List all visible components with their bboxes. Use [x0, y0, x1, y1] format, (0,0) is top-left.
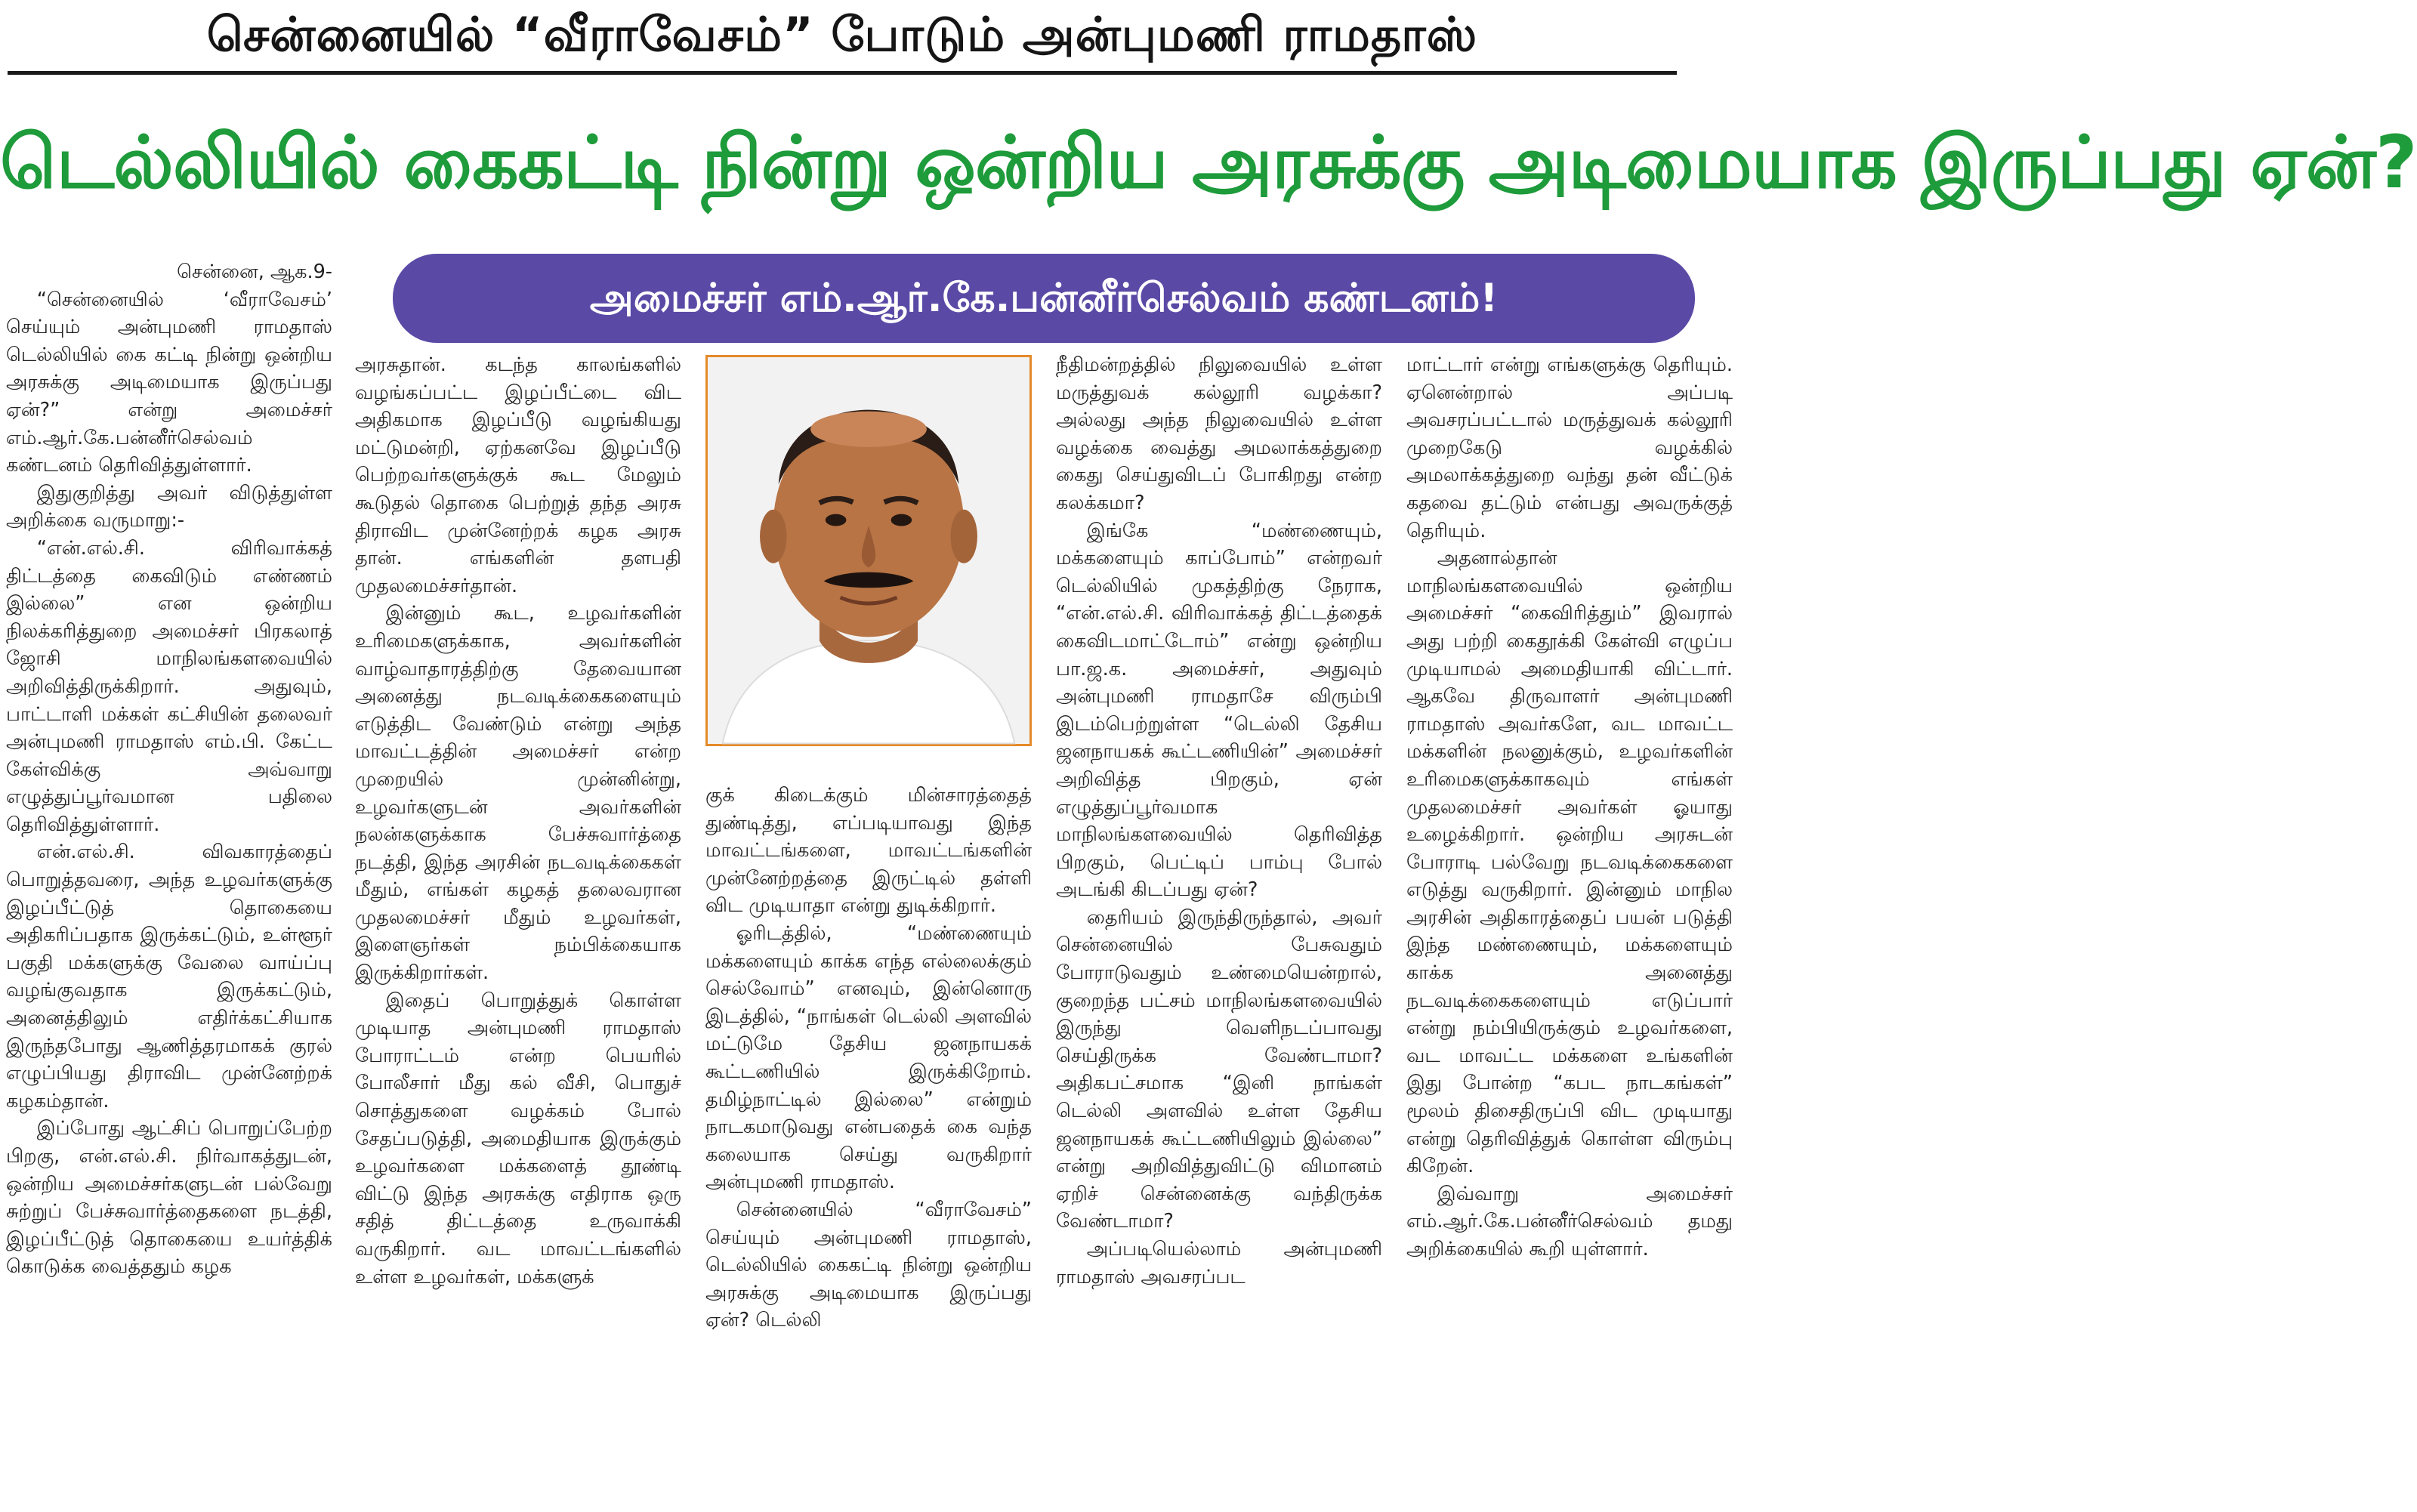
paragraph: அதனால்தான் மாநிலங்களவையில் ஒன்றிய அமைச்சர் “கைவிரித்தும்” இவரால் அது பற்றி கைதூக்கி கேள்வி எழுப்ப முடியாமல் அமைதியாகி விட்டார். ஆகவே திருவாளர் அன்புமணி ராமதாஸ் அவர்களே, வட மாவட்ட மக்களின் நலனுக்கும், உழவர்களின் உரிமைகளுக்காகவும் எங்கள் முதலமைச்சர் அவர்கள் ஓயாது உழைக்கிறார். ஒன்றிய அரசுடன் போராடி பல்வேறு நடவடிக்கைகளை எடுத்து வருகிறார். இன்னும் மாநில அரசின் அதிகாரத்தைப் பயன் படுத்தி இந்த மண்ணையும், மக்களையும் காக்க அனைத்து நடவடிக்கைகளையும் எடுப்பார் என்று நம்பியிருக்கும் உழவர்களை, வட மாவட்ட மக்களை உங்களின் இது போன்ற “கபட நாடகங்கள்” மூலம் திசைதிருப்பி விட முடியாது என்று தெரிவித்துக் கொள்ள விரும்பு கிறேன்.	[1406, 547, 1733, 1178]
dateline: சென்னை, ஆக.9-	[177, 261, 332, 283]
article-column-1	[6, 258, 332, 1506]
article-column-2	[355, 351, 681, 1507]
paragraph: இதைப் பொறுத்துக் கொள்ள முடியாத அன்புமணி ராமதாஸ் போராட்டம் என்ற பெயரில் போலீசார் மீது கல் வீசி, பொதுச் சொத்துகளை வழக்கம் போல் சேதப்படுத்தி, அமைதியாக இருக்கும் உழவர்களை மக்களைத் தூண்டி விட்டு இந்த அரசுக்கு எதிராக ஒரு சதித் திட்டத்தை உருவாக்கி வருகிறார். வட மாவட்டங்களில் உள்ள உழவர்கள், மக்களுக்	[355, 989, 681, 1288]
article-column-5	[1406, 351, 1733, 1507]
paragraph: இவ்வாறு அமைச்சர் எம்.ஆர்.கே.பன்னீர்செல்வம் தமது அறிக்கையில் கூறி யுள்ளார்.	[1406, 1182, 1733, 1261]
paragraph: குக் கிடைக்கும் மின்சாரத்தைத் துண்டித்து, எப்படியாவது இந்த மாவட்டங்களை, மாவட்டங்களின் முன்னேற்றத்தை இருட்டில் தள்ளி விட முடியாதா என்று துடிக்கிறார்.	[705, 784, 1032, 918]
subhead-banner	[393, 254, 1695, 343]
main-headline: டெல்லியில் கைகட்டி நின்று ஒன்றிய அரசுக்கு அடிமையாக இருப்பது ஏன்?	[0, 120, 2417, 205]
portrait-illustration	[708, 357, 1029, 744]
paragraph: ஓரிடத்தில், “மண்ணையும் மக்களையும் காக்க எந்த எல்லைக்கும் செல்வோம்” எனவும், இன்னொரு இடத்தில், “நாங்கள் டெல்லி அளவில் மட்டுமே தேசிய ஜனநாயகக் கூட்டணியில் இருக்கிறோம். தமிழ்நாட்டில் இல்லை” என்றும் நாடகமாடுவது என்பதைக் கை வந்த கலையாக செய்து வருகிறார் அன்புமணி ராமதாஸ்.	[705, 921, 1032, 1194]
paragraph: தைரியம் இருந்திருந்தால், அவர் சென்னையில் பேசுவதும் போராடுவதும் உண்மையென்றால், குறைந்த பட்சம் மாநிலங்களவையில் இருந்து வெளிநடப்பாவது செய்திருக்க வேண்டாமா? அதிகபட்சமாக “இனி நாங்கள் டெல்லி அளவில் உள்ள தேசிய ஜனநாயகக் கூட்டணியிலும் இல்லை” என்று அறிவித்துவிட்டு விமானம் ஏறிச் சென்னைக்கு வந்திருக்க வேண்டாமா?	[1056, 906, 1382, 1233]
paragraph: என்.எல்.சி. விவகாரத்தைப் பொறுத்தவரை, அந்த உழவர்களுக்கு இழப்பீட்டுத் தொகையை அதிகரிப்பதாக இருக்கட்டும், உள்ளூர் பகுதி மக்களுக்கு வேலை வாய்ப்பு வழங்குவதாக இருக்கட்டும், அனைத்திலும் எதிர்க்கட்சியாக இருந்தபோது ஆணித்தரமாகக் குரல் எழுப்பியது திராவிட முன்னேற்றக் கழகம்தான்.	[6, 841, 332, 1112]
paragraph: இன்னும் கூட, உழவர்களின் உரிமைகளுக்காக, அவர்களின் வாழ்வாதாரத்திற்கு தேவையான அனைத்து நடவடிக்கைகளையும் எடுத்திட வேண்டும் என்று அந்த மாவட்டத்தின் அமைச்சர் என்ற முறையில் முன்னின்று, உழவர்களுடன் அவர்களின் நலன்களுக்காக பேச்சுவார்த்தை நடத்தி, இந்த அரசின் நடவடிக்கைகள் மீதும், எங்கள் கழகத் தலைவரான முதலமைச்சர் மீதும் உழவர்கள், இளைஞர்கள் நம்பிக்கையாக இருக்கிறார்கள்.	[355, 602, 681, 985]
article-column-4	[1056, 351, 1382, 1507]
paragraph: அப்படியெல்லாம் அன்புமணி ராமதாஸ் அவசரப்பட	[1056, 1238, 1382, 1288]
paragraph: சென்னையில் “வீராவேசம்” செய்யும் அன்புமணி ராமதாஸ், டெல்லியில் கைகட்டி நின்று ஒன்றிய அரசுக்கு அடிமையாக இருப்பது ஏன்? டெல்லி	[705, 1198, 1032, 1332]
subhead-text: அமைச்சர் எம்.ஆர்.கே.பன்னீர்செல்வம் கண்டனம்!	[589, 276, 1499, 321]
minister-photo	[705, 355, 1032, 746]
paragraph: அரசுதான். கடந்த காலங்களில் வழங்கப்பட்ட இழப்பீட்டை விட அதிகமாக இழப்பீடு வழங்கியது மட்டுமன்றி, ஏற்கனவே இழப்பீடு பெற்றவர்களுக்குக் கூட மேலும் கூடுதல் தொகை பெற்றுத் தந்த அரசு திராவிட முன்னேற்றக் கழக அரசு தான். எங்களின் தளபதி முதலமைச்சர்தான்.	[355, 353, 681, 597]
article-column-3	[705, 782, 1032, 1507]
kicker-headline: சென்னையில் “வீராவேசம்” போடும் அன்புமணி ராமதாஸ்	[206, 7, 1478, 62]
kicker-rule	[8, 71, 1677, 75]
paragraph: இப்போது ஆட்சிப் பொறுப்பேற்ற பிறகு, என்.எல்.சி. நிர்வாகத்துடன், ஒன்றிய அமைச்சர்களுடன் பல்வேறு சுற்றுப் பேச்சுவார்த்தைகளை நடத்தி, இழப்பீட்டுத் தொகையை உயர்த்திக் கொடுக்க வைத்ததும் கழக	[6, 1117, 332, 1279]
paragraph: மாட்டார் என்று எங்களுக்கு தெரியும். ஏனென்றால் அப்படி அவசரப்பட்டால் மருத்துவக் கல்லூரி முறைகேடு வழக்கில் அமலாக்கத்துறை வந்து தன் வீட்டுக் கதவை தட்டும் என்பது அவருக்குத் தெரியும்.	[1406, 353, 1733, 542]
paragraph: “என்.எல்.சி. விரிவாக்கத் திட்டத்தை கைவிடும் எண்ணம் இல்லை” என ஒன்றிய நிலக்கரித்துறை அமைச்சர் பிரகலாத் ஜோசி மாநிலங்களவையில் அறிவித்திருக்கிறார். அதுவும், பாட்டாளி மக்கள் கட்சியின் தலைவர் அன்புமணி ராமதாஸ் எம்.பி. கேட்ட கேள்விக்கு அவ்வாறு எழுத்துப்பூர்வமான பதிலை தெரிவித்துள்ளார்.	[6, 536, 332, 836]
paragraph: நீதிமன்றத்தில் நிலுவையில் உள்ள மருத்துவக் கல்லூரி வழக்கா? அல்லது அந்த நிலுவையில் உள்ள வழக்கை வைத்து அமலாக்கத்துறை கைது செய்துவிடப் போகிறது என்ற கலக்கமா?	[1056, 353, 1382, 514]
paragraph: இங்கே “மண்ணையும், மக்களையும் காப்போம்” என்றவர் டெல்லியில் முகத்திற்கு நேராக, “என்.எல்.சி. விரிவாக்கத் திட்டத்தைக் கைவிடமாட்டோம்” என்று ஒன்றிய பா.ஜ.க. அமைச்சர், அதுவும் அன்புமணி ராமதாசே விரும்பி இடம்பெற்றுள்ள “டெல்லி தேசிய ஜனநாயகக் கூட்டணியின்” அமைச்சர் அறிவித்த பிறகும், ஏன் எழுத்துப்பூர்வமாக மாநிலங்களவையில் தெரிவித்த பிறகும், பெட்டிப் பாம்பு போல் அடங்கி கிடப்பது ஏன்?	[1056, 519, 1382, 902]
paragraph: இதுகுறித்து அவர் விடுத்துள்ள அறிக்கை வருமாறு:-	[6, 481, 332, 532]
paragraph: “சென்னையில் ‘வீராவேசம்’ செய்யும் அன்புமணி ராமதாஸ் டெல்லியில் கை கட்டி நின்று ஒன்றிய அரசுக்கு அடிமையாக இருப்பது ஏன்?” என்று அமைச்சர் எம்.ஆர்.கே.பன்னீர்செல்வம் கண்டனம் தெரிவித்துள்ளார்.	[6, 288, 332, 477]
